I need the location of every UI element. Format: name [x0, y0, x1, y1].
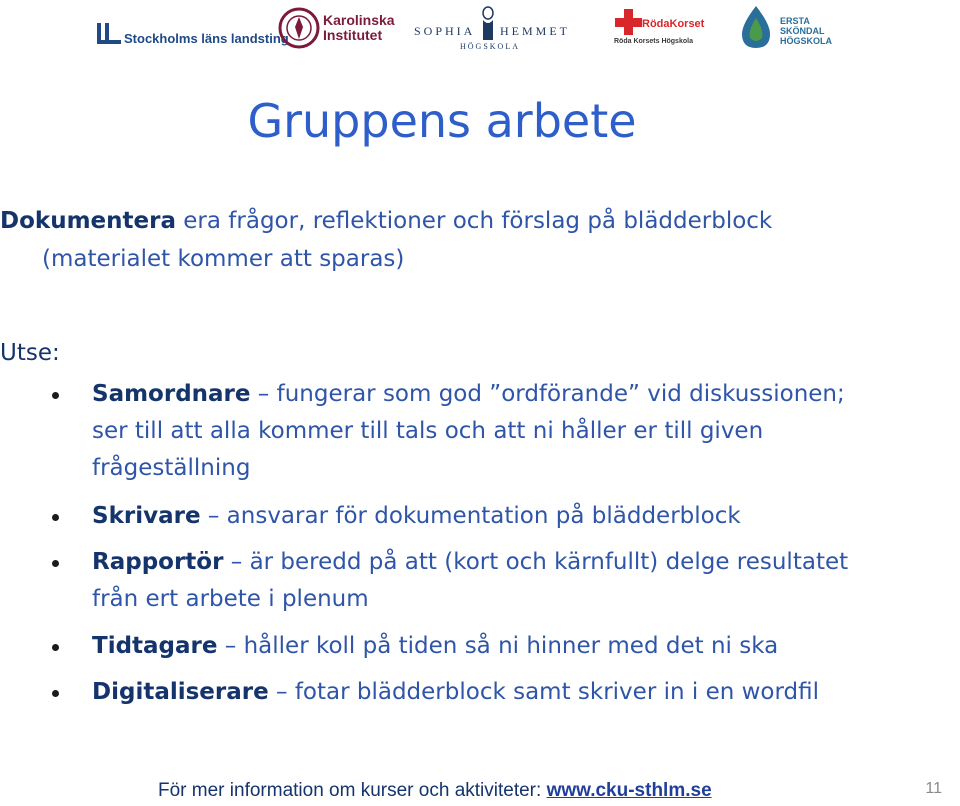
- slide-title: Gruppens arbete: [247, 94, 637, 148]
- role-text: – håller koll på tiden så ni hinner med det ni ska: [217, 633, 779, 659]
- bullet-icon: [52, 644, 59, 651]
- utse-label: Utse:: [0, 340, 60, 366]
- role-text: från ert arbete i plenum: [92, 586, 369, 612]
- logo-sll: [96, 12, 289, 56]
- role-bold: Tidtagare: [92, 633, 218, 659]
- sophia-line1-a: SOPHIA: [414, 24, 476, 38]
- role-item-tidtagare: [92, 628, 932, 665]
- red-cross-icon: [614, 8, 642, 36]
- footer: [0, 776, 960, 806]
- bullet-icon: [52, 514, 59, 521]
- bullet-icon: [52, 392, 59, 399]
- intro-line1-rest: era frågor, reflektioner och förslag på blädderblock: [175, 208, 773, 234]
- esh-line2: SKÖNDAL: [780, 26, 825, 36]
- esh-line3: HÖGSKOLA: [780, 36, 833, 46]
- role-item-samordnare: [92, 376, 932, 487]
- esh-drop-icon: [738, 4, 774, 50]
- intro-paragraph: [0, 202, 940, 278]
- page-number: 11: [925, 780, 942, 797]
- sophia-line2: HÖGSKOLA: [460, 42, 520, 51]
- intro-bold: Dokumentera: [0, 208, 176, 234]
- esh-line1: ERSTA: [780, 16, 810, 26]
- rk-line2: Röda Korsets Högskola: [614, 38, 693, 45]
- logo-bar: [0, 0, 960, 60]
- role-bold: Samordnare: [92, 381, 251, 407]
- footer-info: För mer information om kurser och aktiviteter:: [158, 780, 547, 801]
- role-text: frågeställning: [92, 455, 251, 481]
- role-text: – ansvarar för dokumentation på blädderblock: [200, 503, 741, 529]
- role-item-skrivare: [92, 498, 932, 535]
- role-bold: Skrivare: [92, 503, 201, 529]
- logo-roda-korset: [614, 8, 705, 50]
- ki-line2: Institutet: [323, 27, 383, 43]
- sophia-line1-b: HEMMET: [500, 24, 570, 38]
- intro-line-2: (materialet kommer att sparas): [42, 246, 405, 272]
- role-text: – fotar blädderblock samt skriver in i en wordfil: [268, 679, 820, 705]
- sll-mark-icon: [96, 21, 122, 47]
- bullet-icon: [52, 690, 59, 697]
- ki-line1: Karolinska: [323, 12, 395, 28]
- sophia-emblem-icon: [480, 6, 496, 42]
- role-item-digitaliserare: [92, 674, 932, 711]
- logo-ersta-skondal: [738, 4, 833, 52]
- role-text: ser till att alla kommer till tals och att ni håller er till given: [92, 418, 764, 444]
- ki-seal-icon: [278, 5, 320, 51]
- role-text: – fungerar som god ”ordförande” vid diskussionen;: [250, 381, 845, 407]
- role-item-rapportor: [92, 544, 932, 618]
- rk-line1: RödaKorset: [642, 18, 705, 30]
- footer-link[interactable]: www.cku-sthlm.se: [546, 780, 712, 801]
- role-bold: Rapportör: [92, 549, 224, 575]
- bullet-icon: [52, 560, 59, 567]
- role-text: – är beredd på att (kort och kärnfullt) delge resultatet: [223, 549, 849, 575]
- logo-sophiahemmet: [414, 6, 570, 54]
- role-bold: Digitaliserare: [92, 679, 269, 705]
- logo-ki: [278, 6, 395, 50]
- intro-line-1: [0, 202, 940, 240]
- footer-text: [158, 780, 712, 802]
- sll-name: Stockholms läns landsting: [124, 30, 289, 46]
